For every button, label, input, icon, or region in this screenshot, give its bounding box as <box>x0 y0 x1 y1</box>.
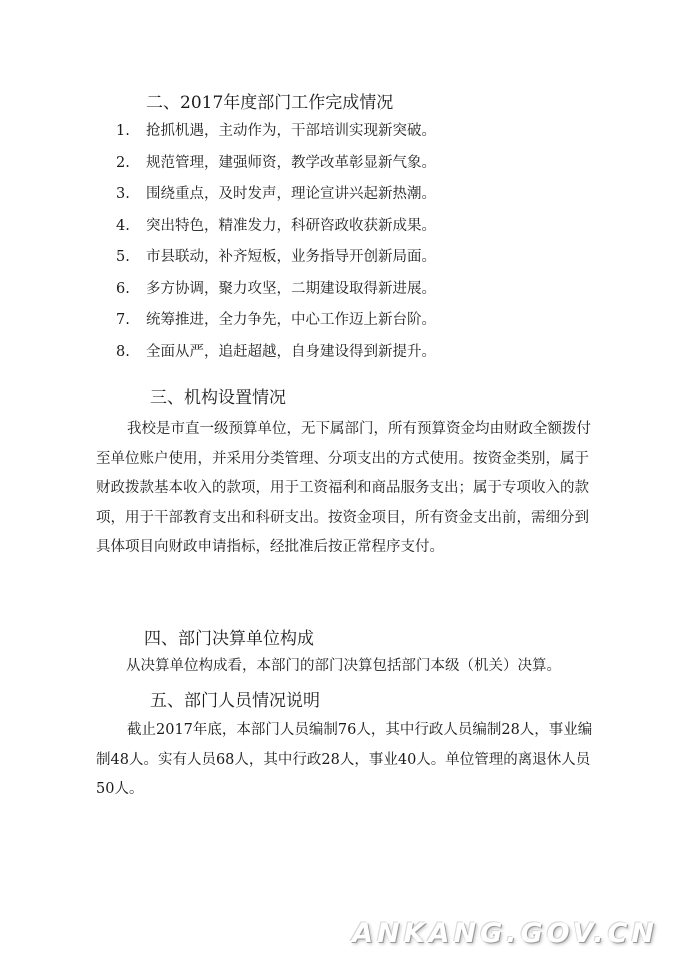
list-item-number: 8. <box>116 343 130 360</box>
list-item-number: 7. <box>116 312 130 328</box>
list-item-text: 市县联动，补齐短板，业务指导开创新局面。 <box>146 249 436 265</box>
list-item-number: 5. <box>116 249 130 265</box>
section3-title: 三、机构设置情况 <box>150 388 286 408</box>
list-item <box>116 211 436 243</box>
list-item-text: 围绕重点，及时发声，理论宣讲兴起新热潮。 <box>146 186 436 202</box>
list-item <box>116 179 436 211</box>
section4-body: 从决算单位构成看，本部门的部门决算包括部门本级（机关）决算。 <box>126 658 561 674</box>
section2-title: 二、2017年度部门工作完成情况 <box>146 93 394 113</box>
list-item <box>116 305 436 337</box>
section3-body: 我校是市直一级预算单位，无下属部门，所有预算资金均由财政全额拨付至单位账户使用，并采用分类管理、分项支出的方式使用。按资金类别，属于财政拨款基本收入的款项，用于工资福利和商品服务支出；属于专项收入的款项，用于干部教育支出和科研支出。按资金项目，所有资金支出前，需细分到具体项目向财政申请指标，经批准后按正常程序支付。 <box>96 421 591 555</box>
list-item-number: 1. <box>116 123 130 139</box>
watermark: ANKANG.GOV.CN <box>352 918 658 949</box>
list-item-text: 全面从严，追赶超越，自身建设得到新提升。 <box>146 343 436 360</box>
list-item-text: 突出特色，精准发力，科研咨政收获新成果。 <box>146 217 436 234</box>
list-item-text: 统筹推进，全力争先，中心工作迈上新台阶。 <box>146 312 436 328</box>
list-item <box>116 337 436 369</box>
list-item-number: 2. <box>116 154 130 171</box>
list-item-number: 3. <box>116 186 130 202</box>
list-item-text: 规范管理，建强师资，教学改革彰显新气象。 <box>146 154 436 171</box>
section4-title: 四、部门决算单位构成 <box>144 629 314 649</box>
list-item-text: 多方协调，聚力攻坚，二期建设取得新进展。 <box>146 280 436 297</box>
list-item <box>116 274 436 306</box>
list-item <box>116 242 436 274</box>
list-item-number: 6. <box>116 280 130 297</box>
section5-body: 截止2017年底，本部门人员编制76人，其中行政人员编制28人，事业编制48人。实有人员68人，其中行政28人，事业40人。单位管理的离退休人员50人。 <box>96 722 593 797</box>
list-item-text: 抢抓机遇，主动作为，干部培训实现新突破。 <box>146 123 436 139</box>
list-item-number: 4. <box>116 217 130 234</box>
list-item <box>116 148 436 180</box>
section5-title: 五、部门人员情况说明 <box>150 691 320 711</box>
list-item <box>116 116 436 148</box>
achievement-list <box>116 116 436 368</box>
